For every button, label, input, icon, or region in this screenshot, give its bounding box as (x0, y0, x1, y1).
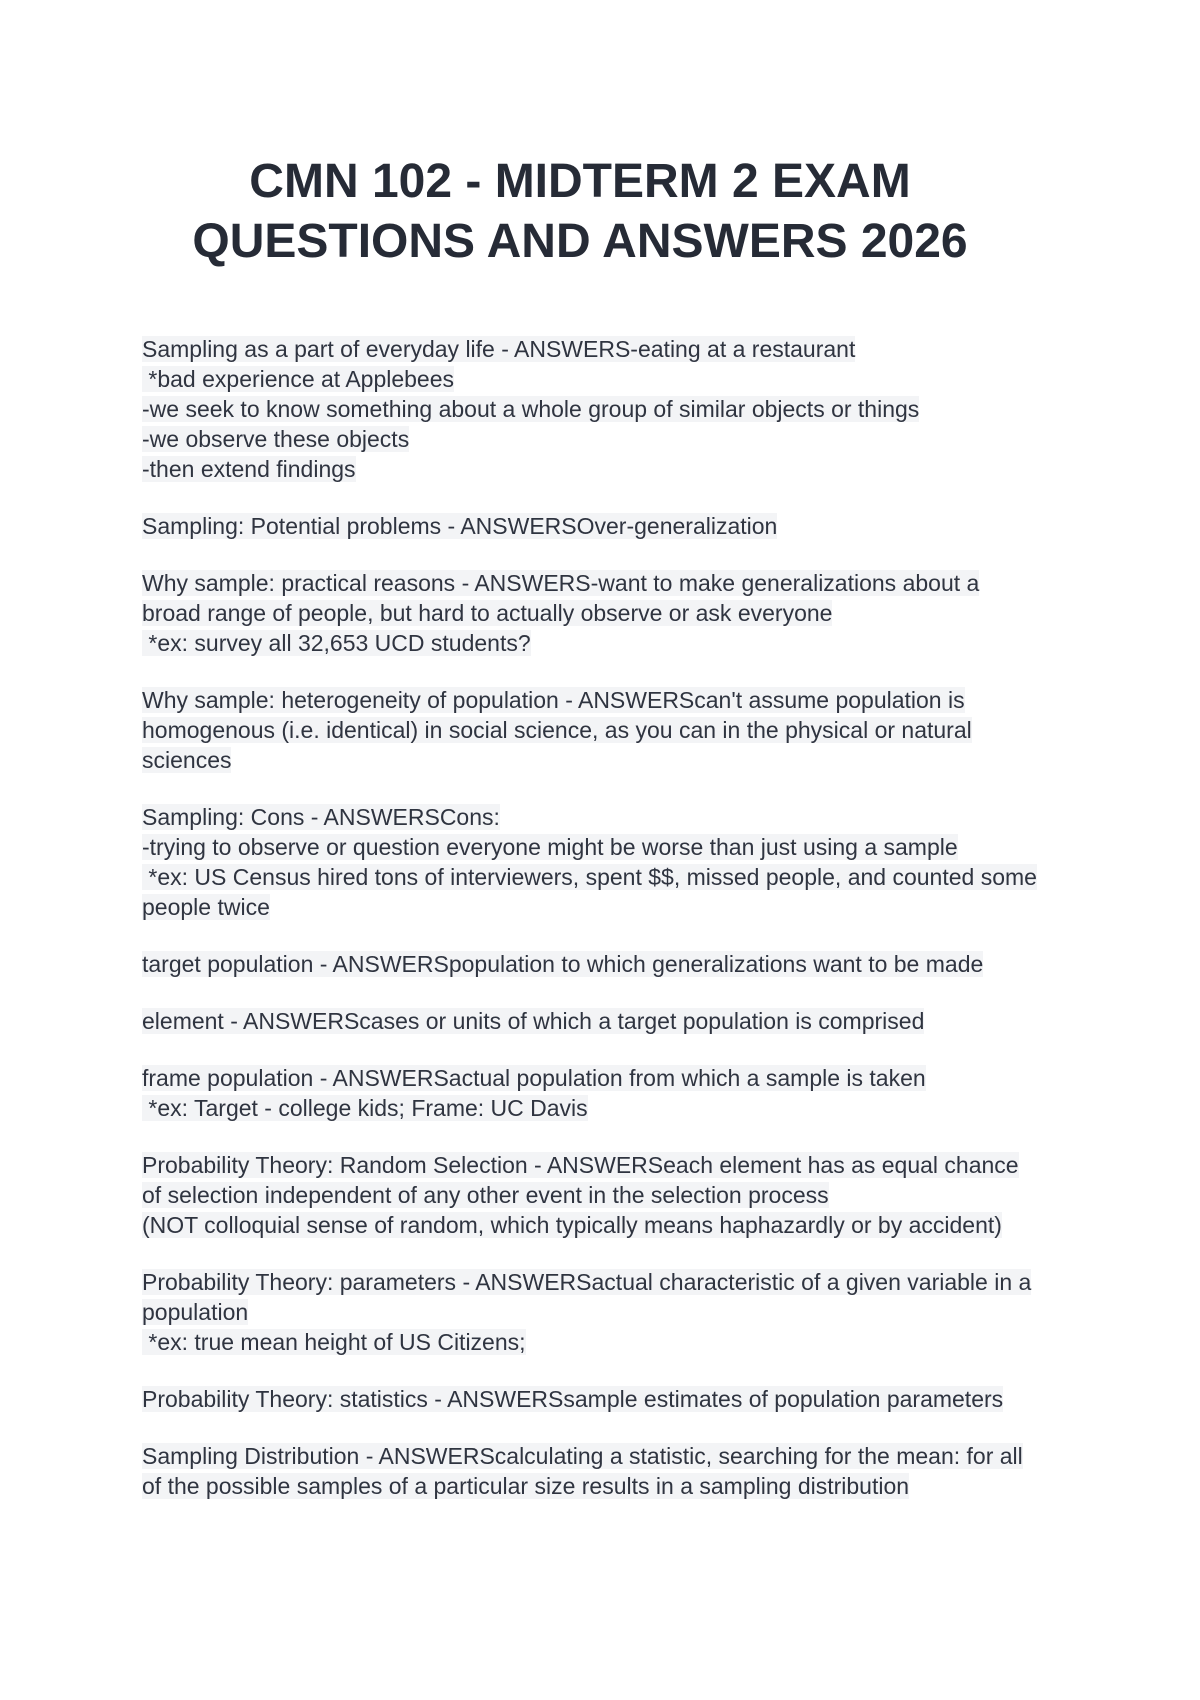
qa-line-text: Probability Theory: parameters - ANSWERSactual characteristic of a given variable in a (142, 1269, 1032, 1295)
qa-line-text: sciences (142, 747, 232, 773)
qa-line (142, 715, 1082, 745)
qa-line-text: Sampling Distribution - ANSWERScalculating a statistic, searching for the mean: for all (142, 1443, 1023, 1469)
qa-line-text: *bad experience at Applebees (142, 366, 455, 392)
qa-line (142, 685, 1082, 715)
qa-line-text: (NOT colloquial sense of random, which typically means haphazardly or by accident) (142, 1212, 1002, 1238)
qa-line-text: -then extend findings (142, 456, 356, 482)
qa-line-text: frame population - ANSWERSactual population from which a sample is taken (142, 1065, 926, 1091)
qa-line (142, 1180, 1082, 1210)
qa-line-text: Probability Theory: Random Selection - ANSWERSeach element has as equal chance (142, 1152, 1019, 1178)
qa-entry (142, 685, 1082, 775)
qa-line (142, 1210, 1082, 1240)
qa-line (142, 1006, 1082, 1036)
qa-line (142, 1327, 1082, 1357)
qa-line-text: population (142, 1299, 249, 1325)
qa-line (142, 862, 1082, 892)
qa-entry (142, 949, 1082, 979)
qa-line-text: Sampling: Cons - ANSWERSCons: (142, 804, 500, 830)
qa-line-text: Probability Theory: statistics - ANSWERSsample estimates of population parameters (142, 1386, 1004, 1412)
qa-line (142, 628, 1082, 658)
document-title (100, 152, 1060, 272)
qa-line (142, 1384, 1082, 1414)
qa-line-text: -trying to observe or question everyone might be worse than just using a sample (142, 834, 958, 860)
qa-entry (142, 1150, 1082, 1240)
qa-line-text: people twice (142, 894, 270, 920)
qa-line (142, 364, 1082, 394)
qa-line-text: -we seek to know something about a whole group of similar objects or things (142, 396, 920, 422)
qa-line (142, 1063, 1082, 1093)
qa-line (142, 1093, 1082, 1123)
qa-list (142, 334, 1082, 1528)
qa-line-text: broad range of people, but hard to actually observe or ask everyone (142, 600, 833, 626)
qa-line-text: element - ANSWERScases or units of which a target population is comprised (142, 1008, 925, 1034)
title-line: CMN 102 - MIDTERM 2 EXAM (249, 155, 911, 208)
qa-entry (142, 802, 1082, 922)
qa-line (142, 892, 1082, 922)
qa-entry (142, 1267, 1082, 1357)
qa-line-text: target population - ANSWERSpopulation to which generalizations want to be made (142, 951, 984, 977)
qa-line (142, 1297, 1082, 1327)
qa-line (142, 454, 1082, 484)
qa-line (142, 832, 1082, 862)
qa-line-text: *ex: Target - college kids; Frame: UC Davis (142, 1095, 588, 1121)
qa-line (142, 424, 1082, 454)
qa-entry (142, 1006, 1082, 1036)
qa-line (142, 745, 1082, 775)
title-line: QUESTIONS AND ANSWERS 2026 (192, 215, 968, 268)
qa-entry (142, 334, 1082, 484)
qa-entry (142, 511, 1082, 541)
qa-line-text: Sampling as a part of everyday life - ANSWERS-eating at a restaurant (142, 336, 856, 362)
qa-line (142, 1150, 1082, 1180)
qa-line-text: Sampling: Potential problems - ANSWERSOver-generalization (142, 513, 778, 539)
qa-line (142, 598, 1082, 628)
qa-entry (142, 1063, 1082, 1123)
qa-line (142, 1441, 1082, 1471)
qa-line-text: -we observe these objects (142, 426, 410, 452)
qa-entry (142, 568, 1082, 658)
qa-line-text: homogenous (i.e. identical) in social science, as you can in the physical or natural (142, 717, 972, 743)
qa-line-text: *ex: true mean height of US Citizens; (142, 1329, 526, 1355)
qa-line-text: *ex: US Census hired tons of interviewers, spent $$, missed people, and counted some (142, 864, 1037, 890)
qa-line-text: Why sample: practical reasons - ANSWERS-want to make generalizations about a (142, 570, 980, 596)
qa-line (142, 394, 1082, 424)
qa-entry (142, 1441, 1082, 1501)
qa-line-text: Why sample: heterogeneity of population - ANSWERScan't assume population is (142, 687, 965, 713)
qa-line (142, 568, 1082, 598)
qa-line-text: *ex: survey all 32,653 UCD students? (142, 630, 531, 656)
qa-line (142, 1267, 1082, 1297)
qa-line (142, 334, 1082, 364)
qa-line (142, 802, 1082, 832)
qa-line (142, 949, 1082, 979)
qa-line (142, 511, 1082, 541)
qa-line-text: of the possible samples of a particular size results in a sampling distribution (142, 1473, 910, 1499)
qa-line (142, 1471, 1082, 1501)
qa-line-text: of selection independent of any other event in the selection process (142, 1182, 829, 1208)
qa-entry (142, 1384, 1082, 1414)
